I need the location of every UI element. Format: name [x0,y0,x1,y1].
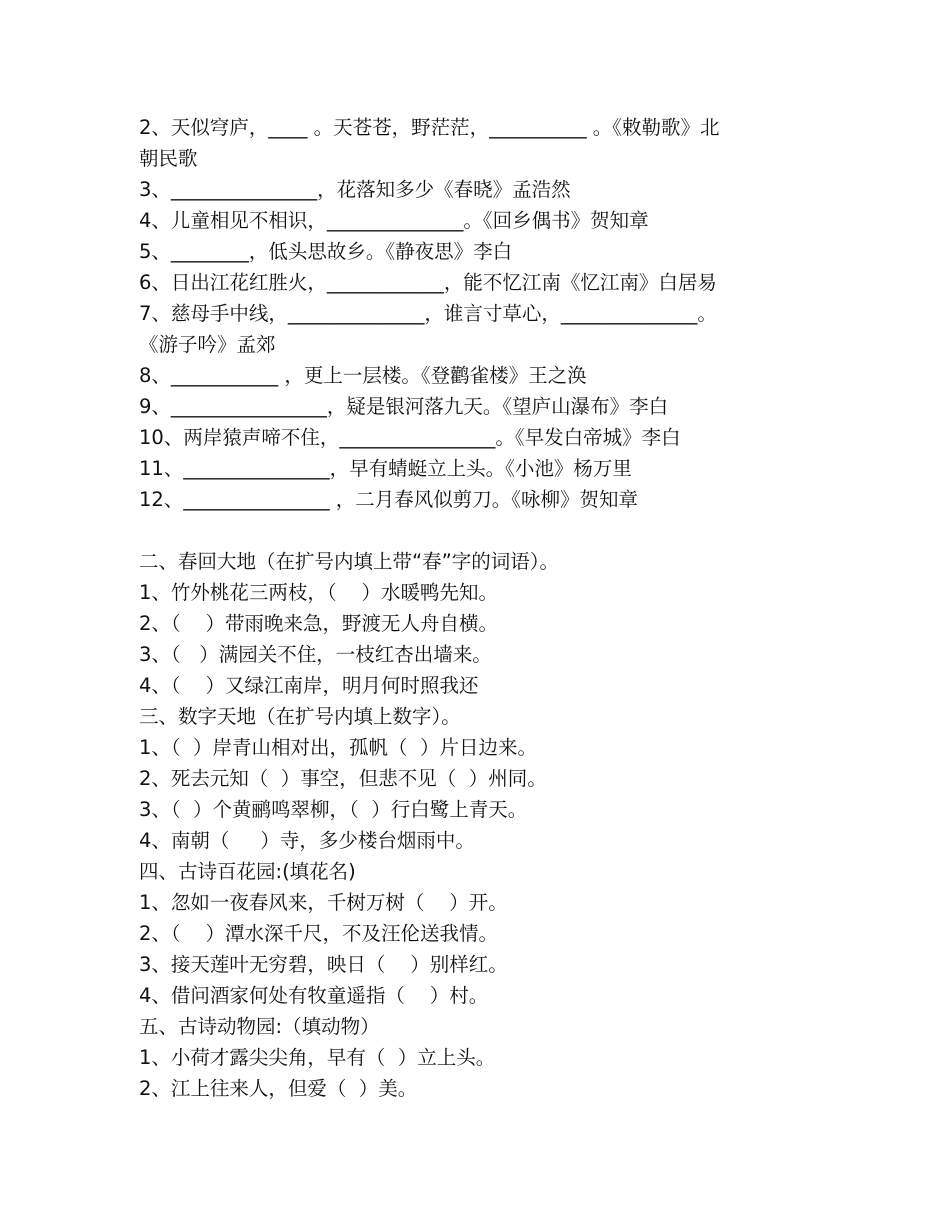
section-heading: 四、古诗百花园:(填花名) [139,860,356,883]
question-line: 1、忽如一夜春风来，千树万树（ ）开。 [139,891,508,914]
question-line: 4、儿童相见不相识，______________。《回乡偶书》贺知章 [139,209,649,232]
fill-in-poems-section [139,112,819,515]
question-line: 1、小荷才露尖尖角，早有（ ）立上头。 [139,1046,496,1069]
question-line: 6、日出江花红胜火，____________，能不忆江南《忆江南》白居易 [139,271,717,294]
question-line: 2、江上往来人，但爱（ ）美。 [139,1077,418,1100]
question-line: 1、（ ）岸青山相对出，孤帆（ ）片日边来。 [139,736,537,759]
question-line: 2、（ ）潭水深千尺，不及汪伦送我情。 [139,922,498,945]
question-line: 3、_______________，花落知多少《春晓》孟浩然 [139,178,571,201]
themed-sections [139,546,819,1104]
question-line: 4、借问酒家何处有牧童遥指（ ）村。 [139,984,489,1007]
question-line: 2、（ ）带雨晚来急，野渡无人舟自横。 [139,612,498,635]
question-line: 朝民歌 [139,147,198,170]
question-line: 12、_______________ ，二月春风似剪刀。《咏柳》贺知章 [139,488,639,511]
section-heading: 三、数字天地（在扩号内填上数字）。 [139,705,461,728]
section-heading: 二、春回大地（在扩号内填上带“春”字的词语）。 [139,550,559,573]
question-line: 8、___________ ，更上一层楼。《登鹳雀楼》王之涣 [139,364,587,387]
question-line: 3、（ ）满园关不住，一枝红杏出墙来。 [139,643,492,666]
question-line: 3、接天莲叶无穷碧，映日（ ）别样红。 [139,953,508,976]
question-line: 10、两岸猿声啼不住，________________。《早发白帝城》李白 [139,426,681,449]
question-line: 4、（ ）又绿江南岸，明月何时照我还 [139,674,479,697]
section-heading: 五、古诗动物园:（填动物） [139,1015,380,1038]
question-line: 4、南朝（ ）寺，多少楼台烟雨中。 [139,829,475,852]
question-line: 2、死去元知（ ）事空，但悲不见（ ）州同。 [139,767,547,790]
question-line: 7、慈母手中线，______________，谁言寸草心，______________。 [139,302,717,325]
worksheet-page [139,112,819,1104]
question-line: 1、竹外桃花三两枝，（ ）水暖鸭先知。 [139,581,498,604]
section-spacer [139,515,819,546]
question-line: 2、天似穹庐，____ 。天苍苍，野茫茫，__________ 。《敕勒歌》北 [139,116,720,139]
question-line: 11、_______________，早有蜻蜓立上头。《小池》杨万里 [139,457,632,480]
question-line: 3、（ ）个黄鹂鸣翠柳，（ ）行白鹭上青天。 [139,798,528,821]
question-line: 9、________________，疑是银河落九天。《望庐山瀑布》李白 [139,395,669,418]
question-line: 《游子吟》孟郊 [139,333,276,356]
question-line: 5、________，低头思故乡。《静夜思》李白 [139,240,513,263]
